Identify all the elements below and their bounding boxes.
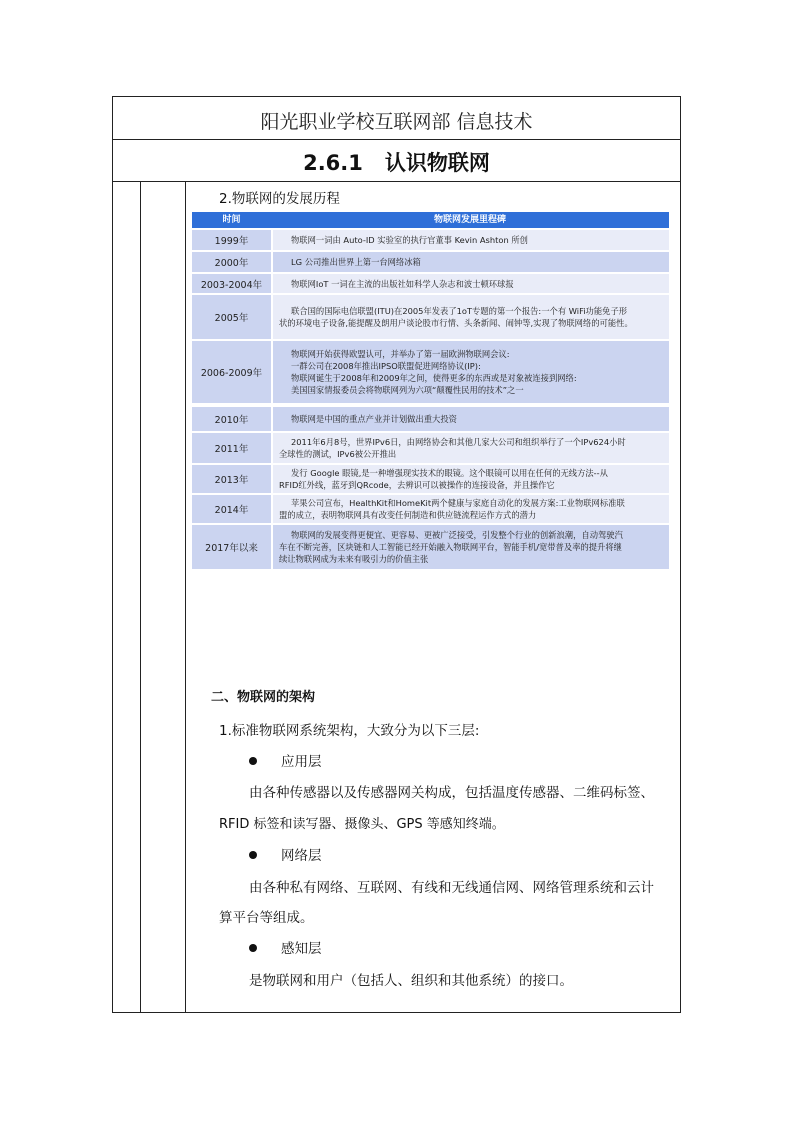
timeline-time: 2013年 <box>192 465 271 493</box>
timeline-time: 2005年 <box>192 295 271 339</box>
layer-desc: RFID 标签和读写器、摄像头、GPS 等感知终端。 <box>219 817 505 832</box>
timeline-text: 全球性的测试，IPv6被公开推出 <box>279 449 397 459</box>
timeline-text: 发行 Google 眼镜,是一种增强现实技术的眼镜。这个眼镜可以用在任何的无线方法--从 <box>291 468 608 478</box>
timeline-time: 2014年 <box>192 495 271 523</box>
timeline-header-time: 时间 <box>222 215 241 225</box>
section-title-architecture: 二、物联网的架构 <box>211 690 316 705</box>
bullet-icon <box>249 851 257 859</box>
timeline-text: 一群公司在2008年推出IPSO联盟促进网络协议(IP): <box>291 361 481 371</box>
timeline-text: 物联网开始获得欧盟认可，并举办了第一届欧洲物联网会议: <box>291 349 510 359</box>
timeline-text: 物联网IoT 一词在主流的出版社如科学人杂志和波士顿环球报 <box>291 278 514 289</box>
layer-desc: 由各种私有网络、互联网、有线和无线通信网、网络管理系统和云计 <box>249 880 654 896</box>
timeline-row <box>192 433 669 463</box>
timeline-text: 状的环境电子设备,能提醒及朗用户谈论股市行情、头条新闻、闹钟等,实现了物联网络的可能性。 <box>279 318 633 328</box>
timeline-text: 苹果公司宣布，HealthKit和HomeKit两个健康与家庭自动化的发展方案:工业物联网标准联 <box>291 498 625 508</box>
timeline-text: 物联网是中国的重点产业并计划做出重大投资 <box>291 414 457 424</box>
layer-desc: 由各种传感器以及传感器网关构成，包括温度传感器、二维码标签、 <box>249 785 654 801</box>
bullet-icon <box>249 944 257 952</box>
layer-item <box>249 844 322 864</box>
layer-item <box>249 750 322 770</box>
layer-name: 应用层 <box>281 754 322 770</box>
timeline-row <box>192 230 669 250</box>
timeline-row <box>192 252 669 272</box>
lesson-code: 2.6.1 <box>303 151 363 175</box>
school-line: 阳光职业学校互联网部 信息技术 <box>260 111 533 133</box>
layer-name: 感知层 <box>281 941 322 957</box>
header-title-row <box>113 140 680 182</box>
lesson-title: 认识物联网 <box>384 151 490 175</box>
timeline-text: RFID红外线，蓝牙到QRcode，去辨识可以被操作的连接设备，并且操作它 <box>279 480 555 490</box>
column-divider-2 <box>185 182 186 1012</box>
column-divider-1 <box>140 182 141 1012</box>
timeline-row <box>192 274 669 293</box>
timeline-text: 联合国的国际电信联盟(ITU)在2005年发表了1oT专题的第一个报告:一个有 WiFi功能免子形 <box>291 306 628 316</box>
layer-name: 网络层 <box>281 848 322 864</box>
timeline-row <box>192 407 669 431</box>
layer-desc: 算平台等组成。 <box>219 910 314 926</box>
layer-desc: 是物联网和用户（包括人、组织和其他系统）的接口。 <box>249 973 573 989</box>
header-school-row <box>113 97 680 140</box>
timeline-text: 物联网一词由 Auto-ID 实验室的执行官董事 Kevin Ashton 所创 <box>291 235 528 245</box>
timeline-row <box>192 341 669 403</box>
timeline-text: 2011年6月8号，世界IPv6日，由网络协会和其他几家大公司和组织举行了一个IPv624小时 <box>291 437 626 447</box>
timeline-time: 2003-2004年 <box>192 274 271 293</box>
timeline-time: 2000年 <box>192 252 271 272</box>
layer-item <box>249 937 322 957</box>
timeline-time: 1999年 <box>192 230 271 250</box>
timeline-text: 物联网诞生于2008年和2009年之间，使得更多的东西或是对象被连接到网络: <box>291 373 577 383</box>
architecture-intro: 1.标准物联网系统架构，大致分为以下三层: <box>219 723 480 739</box>
timeline-text: 物联网的发展变得更便宜、更容易、更被广泛接受，引发整个行业的创新浪潮，自动驾驶汽 <box>291 530 623 540</box>
bullet-icon <box>249 757 257 765</box>
timeline-header <box>192 212 669 228</box>
timeline-text: 美国国家情报委员会将物联网列为六项“颠覆性民用的技术”之一 <box>291 385 524 395</box>
timeline-row <box>192 465 669 493</box>
section-title-history: 2.物联网的发展历程 <box>219 191 340 207</box>
timeline-row <box>192 495 669 523</box>
timeline-text: 续让物联网成为未来有吸引力的价值主张 <box>279 554 429 564</box>
timeline-text: 车在不断完善，区块链和人工智能已经开始融入物联网平台，智能手机/宽带普及率的提升将继 <box>279 542 622 552</box>
timeline-time: 2011年 <box>192 433 271 463</box>
timeline-row <box>192 525 669 569</box>
timeline-header-milestone: 物联网发展里程碑 <box>433 215 506 225</box>
timeline-time: 2010年 <box>192 407 271 431</box>
timeline-time: 2006-2009年 <box>192 341 271 403</box>
timeline-table <box>192 212 669 569</box>
timeline-time: 2017年以来 <box>192 525 271 569</box>
timeline-text: LG 公司推出世界上第一台网络冰箱 <box>291 257 421 267</box>
timeline-text: 盟的成立，表明物联网具有改变任何制造和供应链流程运作方式的潜力 <box>279 510 537 520</box>
timeline-row <box>192 295 669 339</box>
